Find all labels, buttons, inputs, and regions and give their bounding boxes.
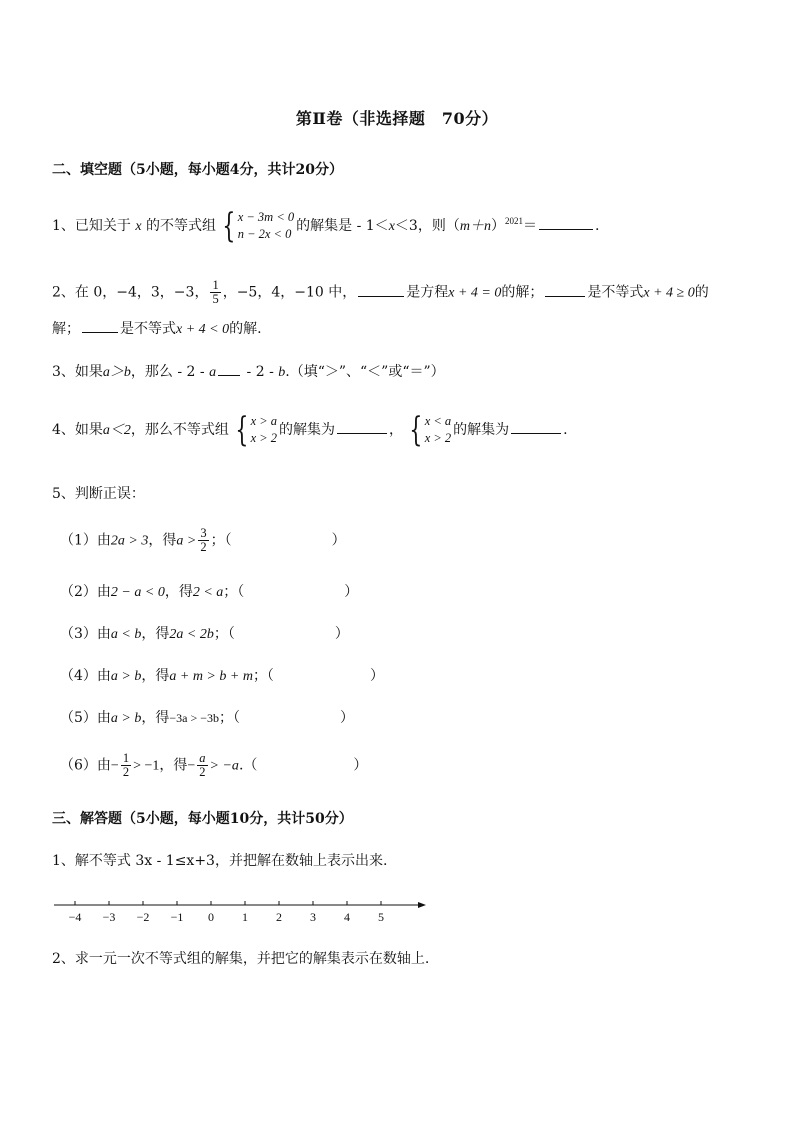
q5-6-m2: > −a — [209, 758, 239, 774]
q2-text4: 是不等式 — [587, 284, 644, 301]
q5-6-fraction-1 — [121, 752, 131, 779]
q4-blank-2[interactable] — [511, 420, 561, 434]
q4-sys1-row2: x > 2 — [250, 431, 278, 445]
q2-rest1: ，−5，4，−10 中， — [222, 284, 357, 301]
q1-sys-row1: x − 3m < 0 — [237, 210, 295, 224]
q5-item-2 — [60, 581, 358, 601]
number-line-tick-label: −1 — [170, 910, 184, 924]
q5-5-close: ） — [340, 710, 355, 726]
q1-mid: 的不等式组 — [146, 218, 217, 234]
q5-1-fraction — [198, 527, 208, 554]
q5-item-1 — [60, 527, 346, 554]
q2-prefix: 2、在 0，−4，3，−3， — [52, 284, 209, 301]
q4-system-2 — [405, 410, 452, 450]
q4-sys2-row2: x > 2 — [424, 431, 452, 445]
q4-sys2-row1: x < a — [424, 414, 452, 428]
q3-answer-blank[interactable] — [218, 362, 240, 376]
q5-item-6 — [60, 752, 367, 779]
q4-system-1 — [231, 410, 278, 450]
number-line-tick-label: −3 — [102, 910, 116, 924]
q1-eq: ＝ — [522, 218, 537, 234]
q2-line2b: 是不等式 — [120, 321, 176, 337]
q4-mid: ，那么不等式组 — [130, 422, 229, 438]
s3-question-1: 1、解不等式 3x - 1≤x+3，并把解在数轴上表示出来. — [52, 853, 388, 869]
q5-3-end: ；（ — [213, 626, 235, 642]
q2-text2: 是方程 — [406, 284, 449, 301]
q4-prefix: 4、如果 — [52, 422, 103, 438]
q5-6-f1-den: 2 — [122, 765, 130, 779]
q5-item-5 — [60, 707, 354, 727]
q1-prefix: 1、已知关于 — [52, 218, 131, 234]
q5-4-m2: a + m > b + m — [169, 669, 253, 684]
q5-2-end: ；（ — [223, 584, 245, 600]
number-line-tick-label: 5 — [378, 910, 384, 924]
q4-end: . — [563, 422, 568, 438]
q5-6-end: .（ — [238, 757, 258, 774]
q5-5-lead: （5）由 — [60, 710, 111, 726]
q3-b: b — [278, 365, 286, 380]
q5-3-close: ） — [334, 626, 349, 642]
question-2-line-2 — [52, 318, 262, 338]
q5-5-m2: −3a > −3b — [169, 711, 220, 725]
q2-frac-num: 1 — [212, 278, 219, 292]
q2-text5: 的 — [694, 284, 709, 301]
q1-x2: x — [388, 219, 395, 234]
q4-blank-1[interactable] — [337, 420, 387, 434]
number-line — [50, 895, 430, 927]
q5-1-mid: ，得 — [148, 532, 177, 549]
q2-text3: 的解； — [501, 284, 544, 301]
number-line-tick-label: 4 — [344, 910, 350, 924]
q5-6-fraction-2 — [197, 752, 207, 779]
q2-line2c: 的解. — [229, 321, 262, 337]
q5-6-m1: > −1 — [133, 758, 160, 774]
q1-answer-blank[interactable] — [539, 216, 593, 230]
q2-fraction — [210, 279, 220, 306]
q5-1-m1: 2a > 3 — [110, 533, 149, 549]
q5-3-mid: ，得 — [141, 626, 170, 642]
q3-mid: ，那么 - 2 - — [130, 364, 210, 380]
q5-5-end: ；（ — [219, 710, 241, 726]
q2-frac-den: 5 — [212, 292, 219, 306]
q5-item-3 — [60, 623, 349, 643]
q5-2-mid: ，得 — [164, 584, 193, 600]
number-line-tick-label: 0 — [208, 910, 214, 924]
q5-4-close: ） — [369, 668, 384, 684]
q1-var: x — [135, 219, 142, 234]
q5-3-lead: （3）由 — [60, 626, 111, 642]
q5-6-neg1: − — [110, 758, 119, 774]
q5-4-end: ；（ — [252, 668, 274, 684]
s3-question-2: 2、求一元一次不等式组的解集，并把它的解集表示在数轴上. — [52, 951, 430, 967]
q1-close: ） — [490, 218, 505, 234]
question-3 — [52, 361, 445, 381]
q1-after: 的解集是 - 1＜ — [296, 218, 389, 234]
q3-end: .（填“＞”、“＜”或“＝”） — [285, 364, 445, 380]
number-line-tick-label: 1 — [242, 910, 248, 924]
q2-ineq2: x + 4 < 0 — [176, 322, 230, 337]
q1-mn: m＋n — [459, 219, 491, 234]
question-5-heading: 5、判断正误： — [52, 486, 145, 502]
q5-1-frac-den: 2 — [200, 540, 207, 554]
brace-icon: { — [222, 206, 236, 246]
q5-3-m1: a < b — [110, 627, 142, 642]
brace-icon: { — [409, 410, 423, 450]
arrow-right-icon — [418, 902, 426, 908]
q5-3-m2: 2a < 2b — [169, 627, 214, 642]
q4-comma: ， — [389, 422, 404, 438]
q5-5-mid: ，得 — [141, 710, 170, 726]
page-title: 第Ⅱ卷（非选择题 70分） — [295, 109, 499, 128]
q5-item-4 — [60, 665, 384, 685]
q5-1-frac-num: 3 — [200, 526, 207, 540]
q5-1-lead: （1）由 — [60, 532, 111, 549]
q5-5-m1: a > b — [110, 711, 142, 726]
q3-mid2: - 2 - — [242, 364, 279, 380]
q4-sys1-row1: x > a — [250, 414, 278, 428]
q2-blank-3[interactable] — [82, 319, 118, 333]
q5-4-m1: a > b — [110, 669, 142, 684]
q5-6-f1-num: 1 — [122, 751, 130, 765]
q5-1-end: ；（ — [210, 532, 232, 549]
section-2-heading: 二、填空题（5小题，每小题4分，共计20分） — [52, 162, 343, 178]
q5-2-lead: （2）由 — [60, 584, 111, 600]
q5-2-m2: 2 < a — [192, 585, 224, 600]
q2-blank-1[interactable] — [358, 283, 404, 297]
q1-end: . — [594, 218, 600, 234]
q3-cond: a＞b — [102, 365, 131, 380]
number-line-tick-label: 2 — [276, 910, 282, 924]
section-3-heading: 三、解答题（5小题，每小题10分，共计50分） — [52, 811, 353, 827]
brace-icon: { — [235, 410, 249, 450]
q2-blank-2[interactable] — [545, 283, 585, 297]
q5-6-neg2: − — [187, 758, 196, 774]
q5-4-lead: （4）由 — [60, 668, 111, 684]
q1-sys-row2: n − 2x < 0 — [237, 227, 292, 241]
q2-line2a: 解； — [52, 321, 80, 337]
q5-4-mid: ，得 — [141, 668, 170, 684]
question-1 — [52, 206, 600, 246]
q5-2-close: ） — [344, 584, 359, 600]
q1-after2: ＜3，则（ — [394, 218, 460, 234]
q5-1-m2: a > — [176, 533, 197, 549]
q2-ineq1: x + 4 ≥ 0 — [643, 285, 695, 301]
q5-2-m1: 2 − a < 0 — [110, 585, 165, 600]
number-line-tick-label: −2 — [136, 910, 150, 924]
q3-prefix: 3、如果 — [52, 364, 103, 380]
question-4 — [52, 410, 568, 450]
q4-text1: 的解集为 — [279, 422, 336, 438]
q5-1-close: ） — [331, 532, 346, 549]
q1-exponent: 2021 — [504, 216, 523, 226]
q5-6-f2-num: a — [199, 751, 206, 765]
question-2-line-1 — [52, 279, 709, 306]
q4-cond: a＜2 — [102, 423, 131, 438]
q2-eq1: x + 4 = 0 — [448, 285, 502, 301]
number-line-tick-label: 3 — [310, 910, 316, 924]
q5-6-lead: （6）由 — [60, 757, 111, 774]
q5-6-mid: ，得 — [159, 757, 188, 774]
q5-6-close: ） — [353, 757, 368, 774]
q4-text2: 的解集为 — [453, 422, 510, 438]
number-line-tick-label: −4 — [68, 910, 82, 924]
q5-6-f2-den: 2 — [199, 765, 206, 779]
q3-a: a — [209, 365, 217, 380]
q1-system — [218, 206, 295, 246]
